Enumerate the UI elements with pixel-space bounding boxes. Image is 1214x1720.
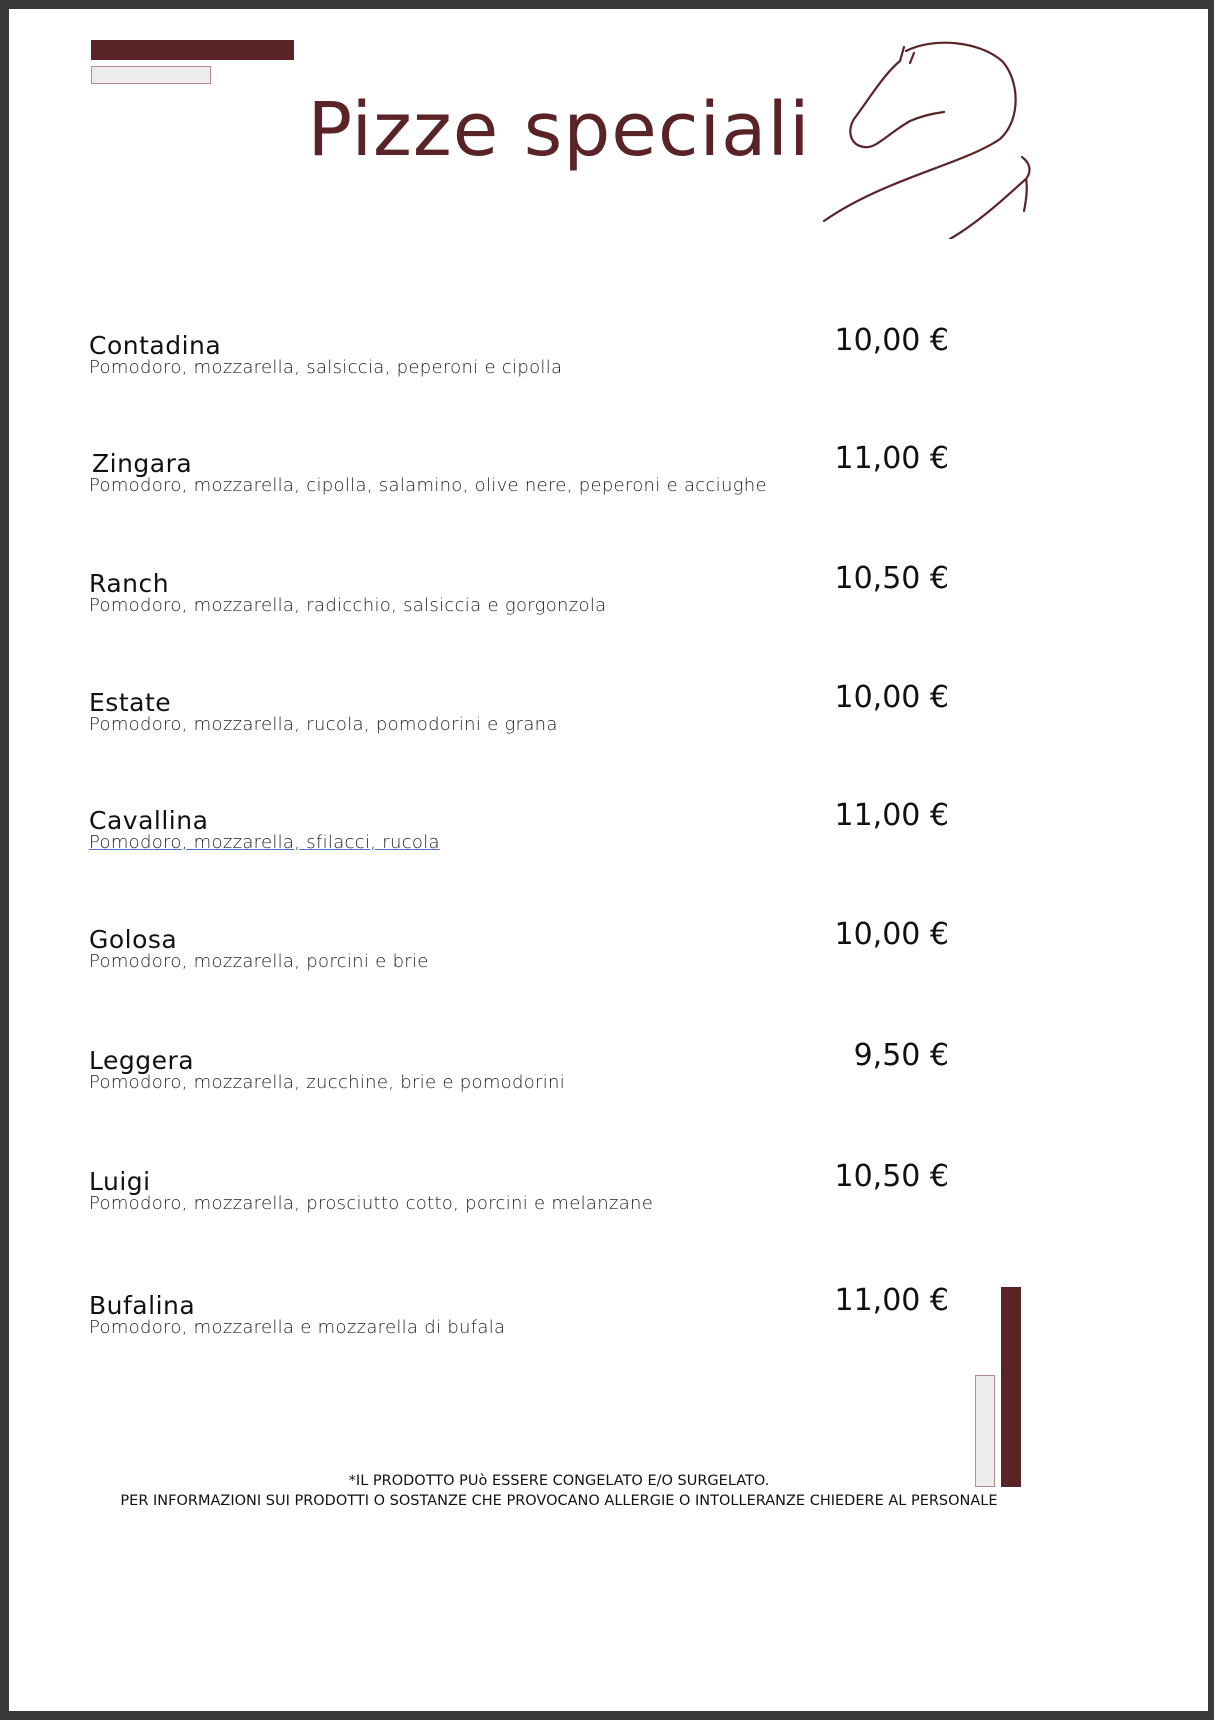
item-description: Pomodoro, mozzarella, radicchio, salsiccia e gorgonzola — [89, 595, 607, 616]
item-price: 10,00 € — [834, 323, 949, 358]
item-name: Bufalina — [89, 1291, 196, 1320]
item-name: Estate — [89, 688, 172, 717]
item-price: 11,00 € — [834, 798, 949, 833]
item-name: Cavallina — [89, 806, 209, 835]
item-name: Contadina — [89, 331, 222, 360]
item-name: Zingara — [92, 449, 193, 478]
item-description: Pomodoro, mozzarella, zucchine, brie e pomodorini — [89, 1072, 566, 1093]
footer-line-allergens: PER INFORMAZIONI SUI PRODOTTI O SOSTANZE CHE PROVOCANO ALLERGIE O INTOLLERANZE CHIEDERE AL PERSONALE — [120, 1493, 998, 1509]
item-price: 10,00 € — [834, 917, 949, 952]
decorative-bar-bottom — [1001, 1287, 1021, 1487]
item-name: Ranch — [89, 569, 170, 598]
item-description: Pomodoro, mozzarella, sfilacci, rucola — [89, 832, 440, 853]
item-price: 10,50 € — [834, 561, 949, 596]
item-price: 10,50 € — [834, 1159, 949, 1194]
page-title: Pizze speciali — [307, 87, 811, 173]
item-description: Pomodoro, mozzarella, porcini e brie — [89, 951, 429, 972]
item-name: Leggera — [89, 1046, 195, 1075]
footer-line-frozen: *IL PRODOTTO PUò ESSERE CONGELATO E/O SURGELATO. — [348, 1473, 770, 1489]
item-price: 11,00 € — [834, 1283, 949, 1318]
item-name: Golosa — [89, 925, 178, 954]
menu-page — [9, 9, 1208, 1711]
item-price: 10,00 € — [834, 680, 949, 715]
decorative-box-top — [91, 66, 211, 84]
item-description: Pomodoro, mozzarella, cipolla, salamino, olive nere, peperoni e acciughe — [89, 475, 767, 496]
footer-note — [9, 1471, 1109, 1511]
decorative-bar-top — [91, 40, 294, 60]
item-price: 9,50 € — [853, 1038, 949, 1073]
item-description: Pomodoro, mozzarella, salsiccia, peperoni e cipolla — [89, 357, 563, 378]
item-description: Pomodoro, mozzarella, rucola, pomodorini e grana — [89, 714, 558, 735]
item-name: Luigi — [89, 1167, 151, 1196]
item-price: 11,00 € — [834, 441, 949, 476]
item-description: Pomodoro, mozzarella, prosciutto cotto, porcini e melanzane — [89, 1193, 654, 1214]
horse-head-line-icon — [814, 39, 1034, 239]
item-description: Pomodoro, mozzarella e mozzarella di bufala — [89, 1317, 506, 1338]
